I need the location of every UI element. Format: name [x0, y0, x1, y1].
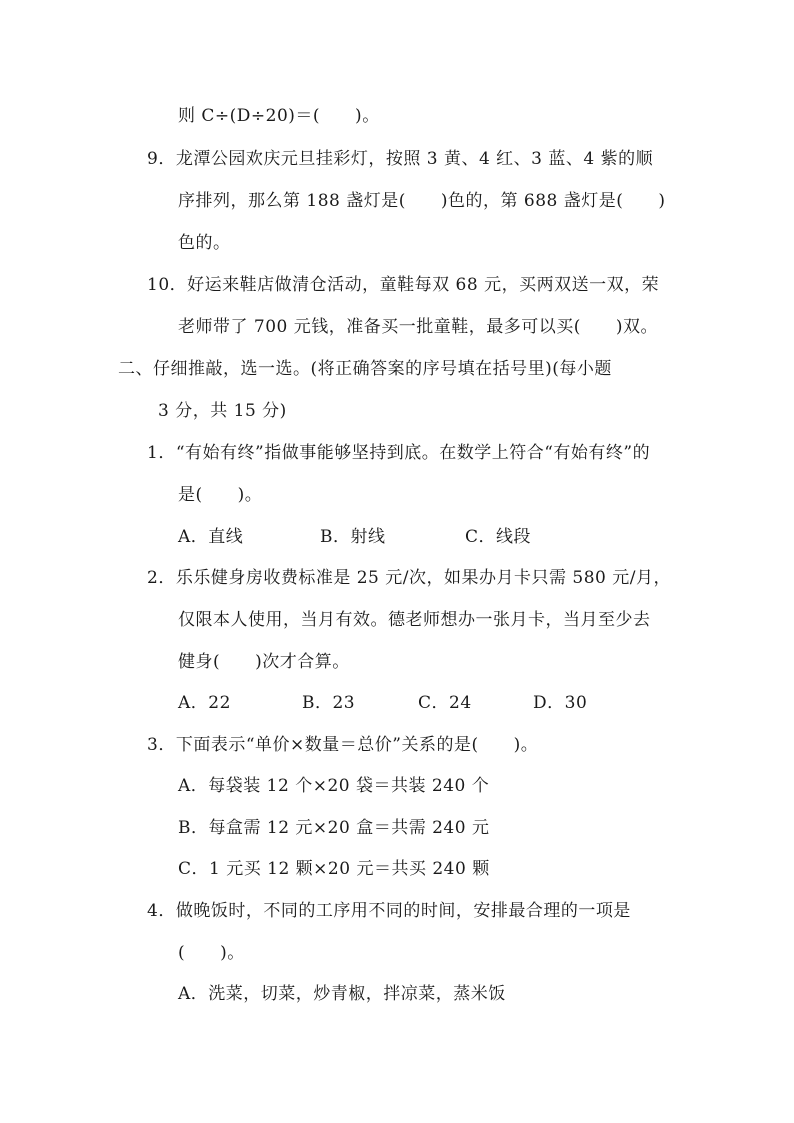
mc-question-1-option-b: B．射线 [320, 527, 386, 547]
mc-question-2-line-2: 仅限本人使用，当月有效。德老师想办一张月卡，当月至少去 [178, 610, 651, 630]
mc-question-1-option-a: A．直线 [178, 527, 244, 547]
question-9-line-3: 色的。 [178, 233, 231, 253]
question-10-line-1: 10．好运来鞋店做清仓活动，童鞋每双 68 元，买两双送一双，荣 [147, 275, 660, 295]
mc-question-2-line-3: 健身( )次才合算。 [178, 652, 350, 672]
mc-question-1-line-1: 1．“有始有终”指做事能够坚持到底。在数学上符合“有始有终”的 [147, 443, 651, 463]
mc-question-4-line-2: ( )。 [178, 943, 245, 963]
section-2-heading: 二、仔细推敲，选一选。(将正确答案的序号填在括号里)(每小题 [118, 359, 612, 379]
mc-question-2-option-b: B．23 [302, 693, 356, 713]
mc-question-3-option-a: A．每袋装 12 个×20 袋＝共装 240 个 [178, 776, 490, 796]
question-9-line-1: 9．龙潭公园欢庆元旦挂彩灯，按照 3 黄、4 红、3 蓝、4 紫的顺 [147, 149, 654, 169]
question-8-continuation: 则 C÷(D÷20)＝( )。 [178, 106, 380, 126]
mc-question-3-option-b: B．每盒需 12 元×20 盒＝共需 240 元 [178, 818, 490, 838]
mc-question-3-line-1: 3．下面表示“单价×数量＝总价”关系的是( )。 [147, 735, 539, 755]
question-9-line-2: 序排列，那么第 188 盏灯是( )色的，第 688 盏灯是( ) [178, 191, 666, 211]
mc-question-4-line-1: 4．做晚饭时，不同的工序用不同的时间，安排最合理的一项是 [147, 901, 631, 921]
mc-question-3-option-c: C．1 元买 12 颗×20 元＝共买 240 颗 [178, 859, 490, 879]
mc-question-2-option-d: D．30 [533, 693, 588, 713]
question-10-line-2: 老师带了 700 元钱，准备买一批童鞋，最多可以买( )双。 [178, 317, 659, 337]
mc-question-1-line-2: 是( )。 [178, 485, 263, 505]
mc-question-4-option-a: A．洗菜，切菜，炒青椒，拌凉菜，蒸米饭 [178, 984, 506, 1004]
section-2-heading-cont: 3 分，共 15 分) [158, 401, 287, 421]
mc-question-2-line-1: 2．乐乐健身房收费标准是 25 元/次，如果办月卡只需 580 元/月， [147, 568, 671, 588]
mc-question-1-option-c: C．线段 [465, 527, 532, 547]
mc-question-2-option-a: A．22 [178, 693, 231, 713]
mc-question-2-option-c: C．24 [418, 693, 472, 713]
